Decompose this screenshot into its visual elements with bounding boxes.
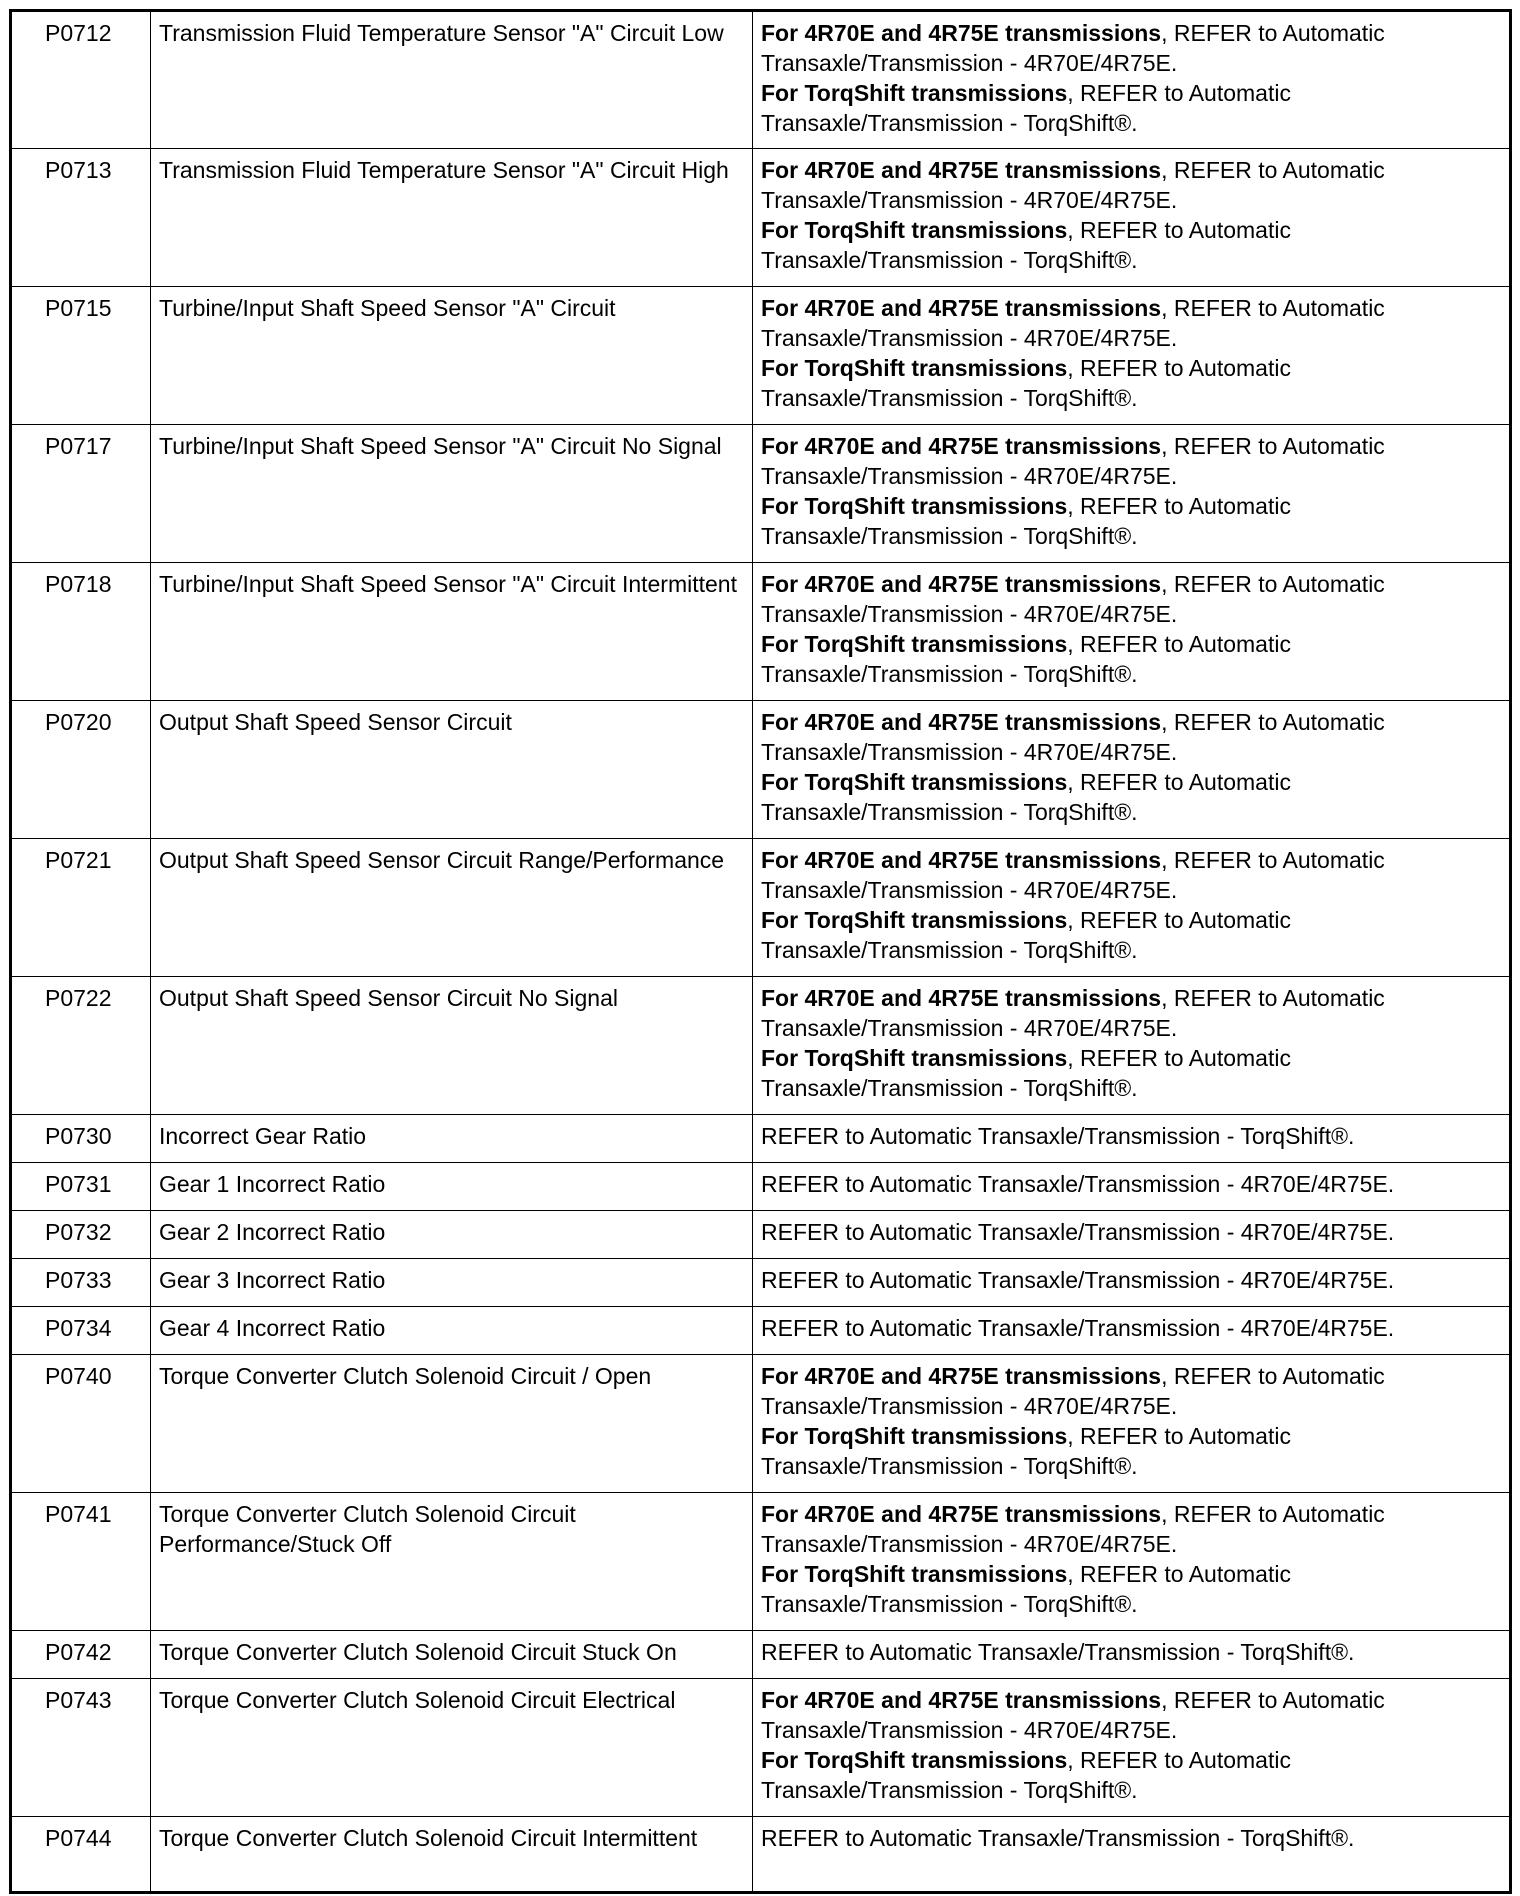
bold-4r-label: For 4R70E and 4R75E transmissions	[761, 985, 1162, 1011]
refer-ts-text: , REFER to Automatic Transaxle/Transmission - TorqShift®.	[761, 769, 1291, 825]
bold-4r-label: For 4R70E and 4R75E transmissions	[761, 571, 1162, 597]
dtc-code: P0742	[11, 1631, 151, 1679]
dtc-code: P0713	[11, 149, 151, 287]
refer-4r-text: , REFER to Automatic Transaxle/Transmission - 4R70E/4R75E.	[761, 709, 1385, 765]
table-row	[11, 1679, 1511, 1817]
bold-4r-label: For 4R70E and 4R75E transmissions	[761, 709, 1162, 735]
dtc-code: P0731	[11, 1163, 151, 1211]
dtc-action	[753, 1115, 1511, 1163]
dtc-code: P0741	[11, 1493, 151, 1631]
refer-ts-text: REFER to Automatic Transaxle/Transmission - TorqShift®.	[761, 1123, 1355, 1149]
bold-4r-label: For 4R70E and 4R75E transmissions	[761, 433, 1162, 459]
refer-4r-text: , REFER to Automatic Transaxle/Transmission - 4R70E/4R75E.	[761, 571, 1385, 627]
dtc-code: P0733	[11, 1259, 151, 1307]
dtc-code: P0730	[11, 1115, 151, 1163]
refer-4r-text: , REFER to Automatic Transaxle/Transmission - 4R70E/4R75E.	[761, 433, 1385, 489]
table-row	[11, 1355, 1511, 1493]
dtc-code: P0740	[11, 1355, 151, 1493]
dtc-description: Torque Converter Clutch Solenoid Circuit Electrical	[151, 1679, 753, 1817]
bold-ts-label: For TorqShift transmissions	[761, 1423, 1068, 1449]
dtc-action	[753, 1307, 1511, 1355]
table-row	[11, 839, 1511, 977]
bold-ts-label: For TorqShift transmissions	[761, 355, 1068, 381]
bold-4r-label: For 4R70E and 4R75E transmissions	[761, 1687, 1162, 1713]
dtc-action	[753, 1493, 1511, 1631]
table-row	[11, 1259, 1511, 1307]
dtc-code: P0722	[11, 977, 151, 1115]
table-row	[11, 1211, 1511, 1259]
dtc-table-body	[11, 11, 1511, 1893]
table-row	[11, 977, 1511, 1115]
dtc-action	[753, 563, 1511, 701]
table-row	[11, 1115, 1511, 1163]
dtc-action	[753, 977, 1511, 1115]
dtc-action	[753, 1679, 1511, 1817]
dtc-description: Torque Converter Clutch Solenoid Circuit / Open	[151, 1355, 753, 1493]
refer-ts-text: , REFER to Automatic Transaxle/Transmission - TorqShift®.	[761, 1747, 1291, 1803]
refer-4r-text: , REFER to Automatic Transaxle/Transmission - 4R70E/4R75E.	[761, 847, 1385, 903]
dtc-action	[753, 701, 1511, 839]
bold-ts-label: For TorqShift transmissions	[761, 217, 1068, 243]
table-row	[11, 425, 1511, 563]
dtc-description: Turbine/Input Shaft Speed Sensor "A" Circuit Intermittent	[151, 563, 753, 701]
dtc-code: P0743	[11, 1679, 151, 1817]
dtc-code: P0712	[11, 11, 151, 149]
dtc-description: Incorrect Gear Ratio	[151, 1115, 753, 1163]
bold-ts-label: For TorqShift transmissions	[761, 493, 1068, 519]
dtc-action	[753, 1163, 1511, 1211]
bold-4r-label: For 4R70E and 4R75E transmissions	[761, 20, 1162, 46]
table-row	[11, 563, 1511, 701]
bold-ts-label: For TorqShift transmissions	[761, 1561, 1068, 1587]
bold-ts-label: For TorqShift transmissions	[761, 769, 1068, 795]
dtc-description: Gear 2 Incorrect Ratio	[151, 1211, 753, 1259]
bold-4r-label: For 4R70E and 4R75E transmissions	[761, 295, 1162, 321]
bold-ts-label: For TorqShift transmissions	[761, 80, 1068, 106]
dtc-description: Torque Converter Clutch Solenoid Circuit Performance/Stuck Off	[151, 1493, 753, 1631]
refer-ts-text: , REFER to Automatic Transaxle/Transmission - TorqShift®.	[761, 631, 1291, 687]
refer-4r-text: REFER to Automatic Transaxle/Transmission - 4R70E/4R75E.	[761, 1171, 1395, 1197]
dtc-code: P0720	[11, 701, 151, 839]
refer-ts-text: , REFER to Automatic Transaxle/Transmission - TorqShift®.	[761, 907, 1291, 963]
dtc-code: P0718	[11, 563, 151, 701]
dtc-action	[753, 1259, 1511, 1307]
dtc-code: P0715	[11, 287, 151, 425]
table-row	[11, 1163, 1511, 1211]
dtc-description: Output Shaft Speed Sensor Circuit Range/Performance	[151, 839, 753, 977]
dtc-description: Torque Converter Clutch Solenoid Circuit Intermittent	[151, 1817, 753, 1893]
refer-4r-text: REFER to Automatic Transaxle/Transmission - 4R70E/4R75E.	[761, 1219, 1395, 1245]
bold-ts-label: For TorqShift transmissions	[761, 907, 1068, 933]
refer-ts-text: REFER to Automatic Transaxle/Transmission - TorqShift®.	[761, 1639, 1355, 1665]
dtc-description: Gear 3 Incorrect Ratio	[151, 1259, 753, 1307]
bold-4r-label: For 4R70E and 4R75E transmissions	[761, 1501, 1162, 1527]
dtc-description: Gear 1 Incorrect Ratio	[151, 1163, 753, 1211]
dtc-action	[753, 425, 1511, 563]
dtc-description: Output Shaft Speed Sensor Circuit	[151, 701, 753, 839]
bold-ts-label: For TorqShift transmissions	[761, 1747, 1068, 1773]
refer-ts-text: , REFER to Automatic Transaxle/Transmission - TorqShift®.	[761, 1045, 1291, 1101]
refer-4r-text: , REFER to Automatic Transaxle/Transmission - 4R70E/4R75E.	[761, 1687, 1385, 1743]
table-row	[11, 1817, 1511, 1893]
dtc-action	[753, 287, 1511, 425]
dtc-code: P0734	[11, 1307, 151, 1355]
dtc-code: P0744	[11, 1817, 151, 1893]
refer-4r-text: , REFER to Automatic Transaxle/Transmission - 4R70E/4R75E.	[761, 157, 1385, 213]
refer-ts-text: REFER to Automatic Transaxle/Transmission - TorqShift®.	[761, 1825, 1355, 1851]
refer-ts-text: , REFER to Automatic Transaxle/Transmission - TorqShift®.	[761, 493, 1291, 549]
dtc-action	[753, 1355, 1511, 1493]
dtc-code: P0721	[11, 839, 151, 977]
refer-ts-text: , REFER to Automatic Transaxle/Transmission - TorqShift®.	[761, 355, 1291, 411]
dtc-code: P0732	[11, 1211, 151, 1259]
refer-4r-text: REFER to Automatic Transaxle/Transmission - 4R70E/4R75E.	[761, 1315, 1395, 1341]
bold-ts-label: For TorqShift transmissions	[761, 1045, 1068, 1071]
table-row	[11, 287, 1511, 425]
refer-ts-text: , REFER to Automatic Transaxle/Transmission - TorqShift®.	[761, 80, 1291, 136]
dtc-description: Turbine/Input Shaft Speed Sensor "A" Circuit No Signal	[151, 425, 753, 563]
table-row	[11, 701, 1511, 839]
table-row	[11, 1307, 1511, 1355]
dtc-action	[753, 11, 1511, 149]
dtc-description: Transmission Fluid Temperature Sensor "A" Circuit Low	[151, 11, 753, 149]
dtc-action	[753, 1631, 1511, 1679]
dtc-action	[753, 1817, 1511, 1893]
refer-ts-text: , REFER to Automatic Transaxle/Transmission - TorqShift®.	[761, 1423, 1291, 1479]
dtc-action	[753, 149, 1511, 287]
dtc-description: Gear 4 Incorrect Ratio	[151, 1307, 753, 1355]
table-row	[11, 1631, 1511, 1679]
dtc-description: Output Shaft Speed Sensor Circuit No Signal	[151, 977, 753, 1115]
bold-4r-label: For 4R70E and 4R75E transmissions	[761, 157, 1162, 183]
refer-4r-text: , REFER to Automatic Transaxle/Transmission - 4R70E/4R75E.	[761, 985, 1385, 1041]
bold-ts-label: For TorqShift transmissions	[761, 631, 1068, 657]
table-row	[11, 149, 1511, 287]
dtc-table	[9, 9, 1512, 1894]
dtc-code: P0717	[11, 425, 151, 563]
refer-4r-text: REFER to Automatic Transaxle/Transmission - 4R70E/4R75E.	[761, 1267, 1395, 1293]
table-row	[11, 1493, 1511, 1631]
refer-4r-text: , REFER to Automatic Transaxle/Transmission - 4R70E/4R75E.	[761, 20, 1385, 76]
refer-ts-text: , REFER to Automatic Transaxle/Transmission - TorqShift®.	[761, 217, 1291, 273]
bold-4r-label: For 4R70E and 4R75E transmissions	[761, 847, 1162, 873]
dtc-description: Turbine/Input Shaft Speed Sensor "A" Circuit	[151, 287, 753, 425]
dtc-description: Transmission Fluid Temperature Sensor "A" Circuit High	[151, 149, 753, 287]
dtc-action	[753, 839, 1511, 977]
refer-ts-text: , REFER to Automatic Transaxle/Transmission - TorqShift®.	[761, 1561, 1291, 1617]
dtc-action	[753, 1211, 1511, 1259]
refer-4r-text: , REFER to Automatic Transaxle/Transmission - 4R70E/4R75E.	[761, 1363, 1385, 1419]
refer-4r-text: , REFER to Automatic Transaxle/Transmission - 4R70E/4R75E.	[761, 1501, 1385, 1557]
dtc-description: Torque Converter Clutch Solenoid Circuit Stuck On	[151, 1631, 753, 1679]
table-row	[11, 11, 1511, 149]
bold-4r-label: For 4R70E and 4R75E transmissions	[761, 1363, 1162, 1389]
refer-4r-text: , REFER to Automatic Transaxle/Transmission - 4R70E/4R75E.	[761, 295, 1385, 351]
